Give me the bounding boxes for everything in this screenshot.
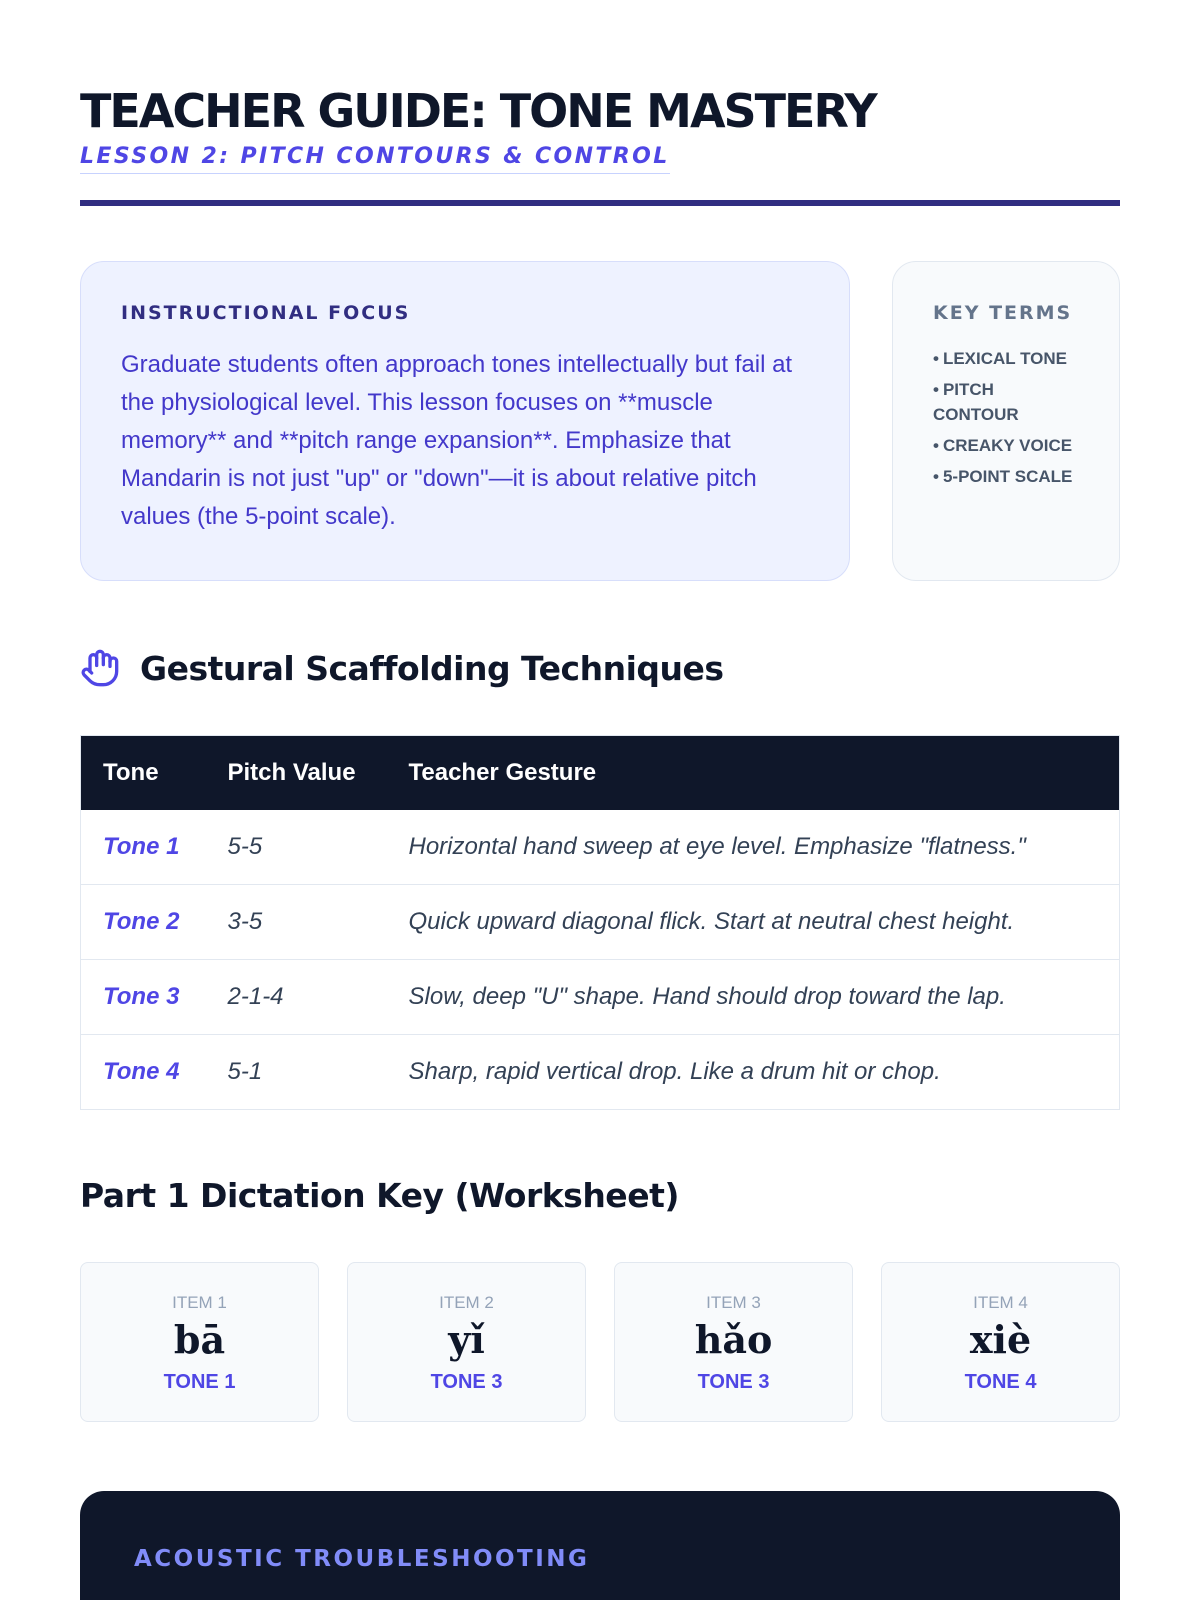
key-term-text: PITCH CONTOUR: [933, 380, 1019, 424]
key-term-item: [933, 464, 1079, 489]
pitch-value-cell: 2-1-4: [206, 960, 387, 1035]
dictation-item-label: ITEM 1: [172, 1293, 227, 1312]
dictation-card: [347, 1262, 586, 1422]
dictation-card: [881, 1262, 1120, 1422]
table-row: [81, 960, 1120, 1035]
pitch-value-cell: 3-5: [206, 885, 387, 960]
dictation-key-title: Part 1 Dictation Key (Worksheet): [80, 1176, 679, 1215]
dictation-card: [80, 1262, 319, 1422]
dictation-item-label: ITEM 2: [439, 1293, 494, 1312]
key-term-text: CREAKY VOICE: [942, 436, 1073, 455]
gestures-section-title: Gestural Scaffolding Techniques: [140, 648, 724, 688]
tone-cell: Tone 2: [81, 885, 206, 960]
dictation-tone: TONE 3: [430, 1371, 503, 1393]
dictation-syllable: hǎo: [694, 1317, 773, 1362]
header-divider: [80, 200, 1120, 206]
tone-cell: Tone 4: [81, 1035, 206, 1110]
pitch-value-cell: 5-5: [206, 810, 387, 885]
table-row: [81, 1035, 1120, 1110]
dictation-syllable: bā: [173, 1317, 226, 1362]
table-header-row: [81, 736, 1120, 810]
lesson-subtitle: LESSON 2: PITCH CONTOURS & CONTROL: [80, 142, 670, 174]
dictation-item-label: ITEM 4: [973, 1293, 1028, 1312]
gestures-section-heading: [80, 648, 724, 688]
tone-cell: Tone 1: [81, 810, 206, 885]
gesture-cell: Sharp, rapid vertical drop. Like a drum hit or chop.: [387, 1035, 1120, 1110]
gesture-table: [80, 735, 1120, 1110]
gesture-cell: Horizontal hand sweep at eye level. Emphasize "flatness.": [387, 810, 1120, 885]
page-title: TEACHER GUIDE: TONE MASTERY: [80, 84, 876, 138]
column-header-teacher-gesture: Teacher Gesture: [408, 758, 597, 786]
tone-cell: Tone 3: [81, 960, 206, 1035]
dictation-tone: TONE 1: [163, 1371, 236, 1393]
table-row: [81, 810, 1120, 885]
dictation-key-grid: [80, 1262, 1120, 1422]
bullet: •: [933, 380, 939, 399]
dictation-syllable: xiè: [969, 1317, 1032, 1362]
key-terms-label: KEY TERMS: [933, 302, 1073, 324]
instructional-focus-panel: [80, 261, 850, 581]
dictation-tone: TONE 4: [964, 1371, 1037, 1393]
dictation-syllable: yǐ: [448, 1317, 485, 1362]
key-terms-panel: [892, 261, 1120, 581]
key-term-item: [933, 433, 1079, 458]
dictation-item-label: ITEM 3: [706, 1293, 761, 1312]
gesture-cell: Slow, deep "U" shape. Hand should drop toward the lap.: [387, 960, 1120, 1035]
key-terms-list: [933, 346, 1079, 489]
key-term-item: [933, 377, 1079, 427]
bullet: •: [933, 436, 939, 455]
instructional-focus-text: Graduate students often approach tones intellectually but fail at the physiological level. This lesson focuses on **muscle memory** and **pitch range expansion**. Emphasize that Mandarin is not just "up" or "down"—it is about relative pitch values (the 5-point scale).: [121, 351, 793, 530]
bullet: •: [933, 467, 939, 486]
hand-icon: [80, 648, 120, 688]
key-term-item: [933, 346, 1079, 371]
column-header-tone: Tone: [103, 758, 159, 786]
acoustic-troubleshooting-label: ACOUSTIC TROUBLESHOOTING: [134, 1546, 590, 1572]
bullet: •: [933, 349, 939, 368]
pitch-value-cell: 5-1: [206, 1035, 387, 1110]
key-term-text: LEXICAL TONE: [942, 349, 1068, 368]
key-term-text: 5-POINT SCALE: [942, 467, 1073, 486]
gesture-cell: Quick upward diagonal flick. Start at neutral chest height.: [387, 885, 1120, 960]
acoustic-troubleshooting-panel: [80, 1491, 1120, 1600]
column-header-pitch-value: Pitch Value: [227, 758, 356, 786]
dictation-card: [614, 1262, 853, 1422]
instructional-focus-label: INSTRUCTIONAL FOCUS: [121, 302, 411, 324]
dictation-tone: TONE 3: [697, 1371, 770, 1393]
table-row: [81, 885, 1120, 960]
